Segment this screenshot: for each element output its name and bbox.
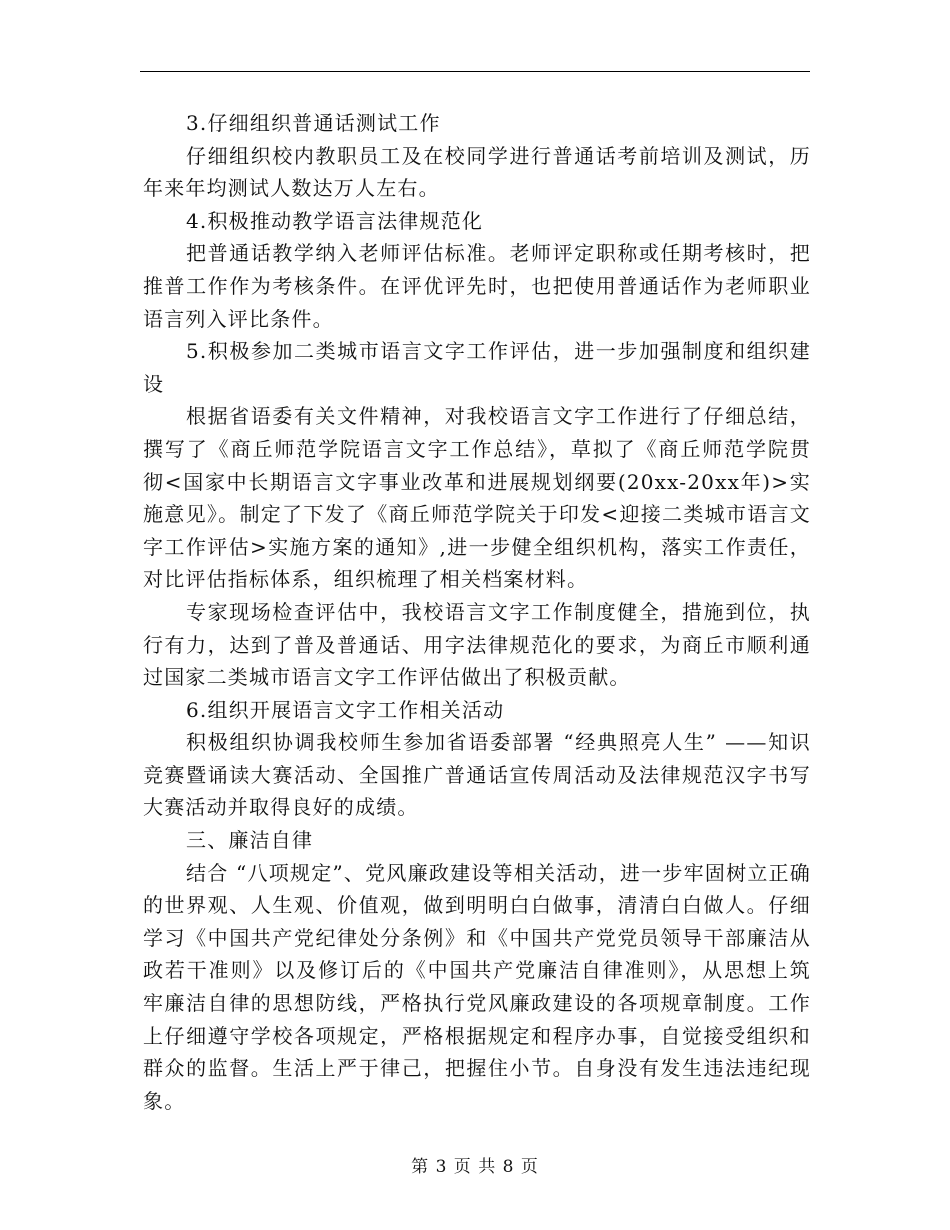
- page-footer: [0, 1152, 950, 1177]
- heading-section-3: 三、廉洁自律: [186, 828, 314, 853]
- heading-item-3: 3.仔细组织普通话测试工作: [186, 111, 441, 135]
- header-rule: [140, 71, 810, 72]
- document-body: [143, 107, 811, 1117]
- heading-item-6: 6.组织开展语言文字工作相关活动: [186, 697, 505, 722]
- paragraph-activities: 积极组织协调我校师生参加省语委部署 “经典照亮人生” ——知识竞赛暨诵读大赛活动、全国推广普通话宣传周活动及法律规范汉字书写大赛活动并取得良好的成绩。: [143, 730, 811, 820]
- page-number: 第 3 页 共 8 页: [411, 1157, 539, 1177]
- paragraph-evaluation-docs: 根据省语委有关文件精神，对我校语言文字工作进行了仔细总结，撰写了《商丘师范学院语言文字工作总结》，草拟了《商丘师范学院贯彻<国家中长期语言文字事业改革和进展规划纲要(20xx-20xx年)>实施意见》。制定了下发了《商丘师范学院关于印发<迎接二类城市语言文字工作评估>实施方案的通知》,进一步健全组织机构，落实工作责任，对比评估指标体系，组织梳理了相关档案材料。: [143, 404, 811, 592]
- heading-item-4: 4.积极推动教学语言法律规范化: [186, 208, 484, 233]
- paragraph-teaching-language: 把普通话教学纳入老师评估标准。老师评定职称或任期考核时，把推普工作作为考核条件。在评优评先时，也把使用普通话作为老师职业语言列入评比条件。: [143, 241, 811, 331]
- paragraph-expert-inspection: 专家现场检查评估中，我校语言文字工作制度健全，措施到位，执行有力，达到了普及普通话、用字法律规范化的要求，为商丘市顺利通过国家二类城市语言文字工作评估做出了积极贡献。: [143, 599, 811, 690]
- heading-item-5: 5.积极参加二类城市语言文字工作评估，进一步加强制度和组织建设: [143, 339, 811, 396]
- paragraph-testing: 仔细组织校内教职员工及在校同学进行普通话考前培训及测试，历年来年均测试人数达万人左右。: [143, 143, 811, 201]
- paragraph-self-discipline: 结合 “八项规定”、党风廉政建设等相关活动，进一步牢固树立正确的世界观、人生观、价值观，做到明明白白做事，清清白白做人。仔细学习《中国共产党纪律处分条例》和《中国共产党党员领导干部廉洁从政若干准则》以及修订后的《中国共产党廉洁自律准则》，从思想上筑牢廉洁自律的思想防线，严格执行党风廉政建设的各项规章制度。工作上仔细遵守学校各项规定，严格根据规定和程序办事，自觉接受组织和群众的监督。生活上严于律己，把握住小节。自身没有发生违法违纪现象。: [143, 860, 811, 1113]
